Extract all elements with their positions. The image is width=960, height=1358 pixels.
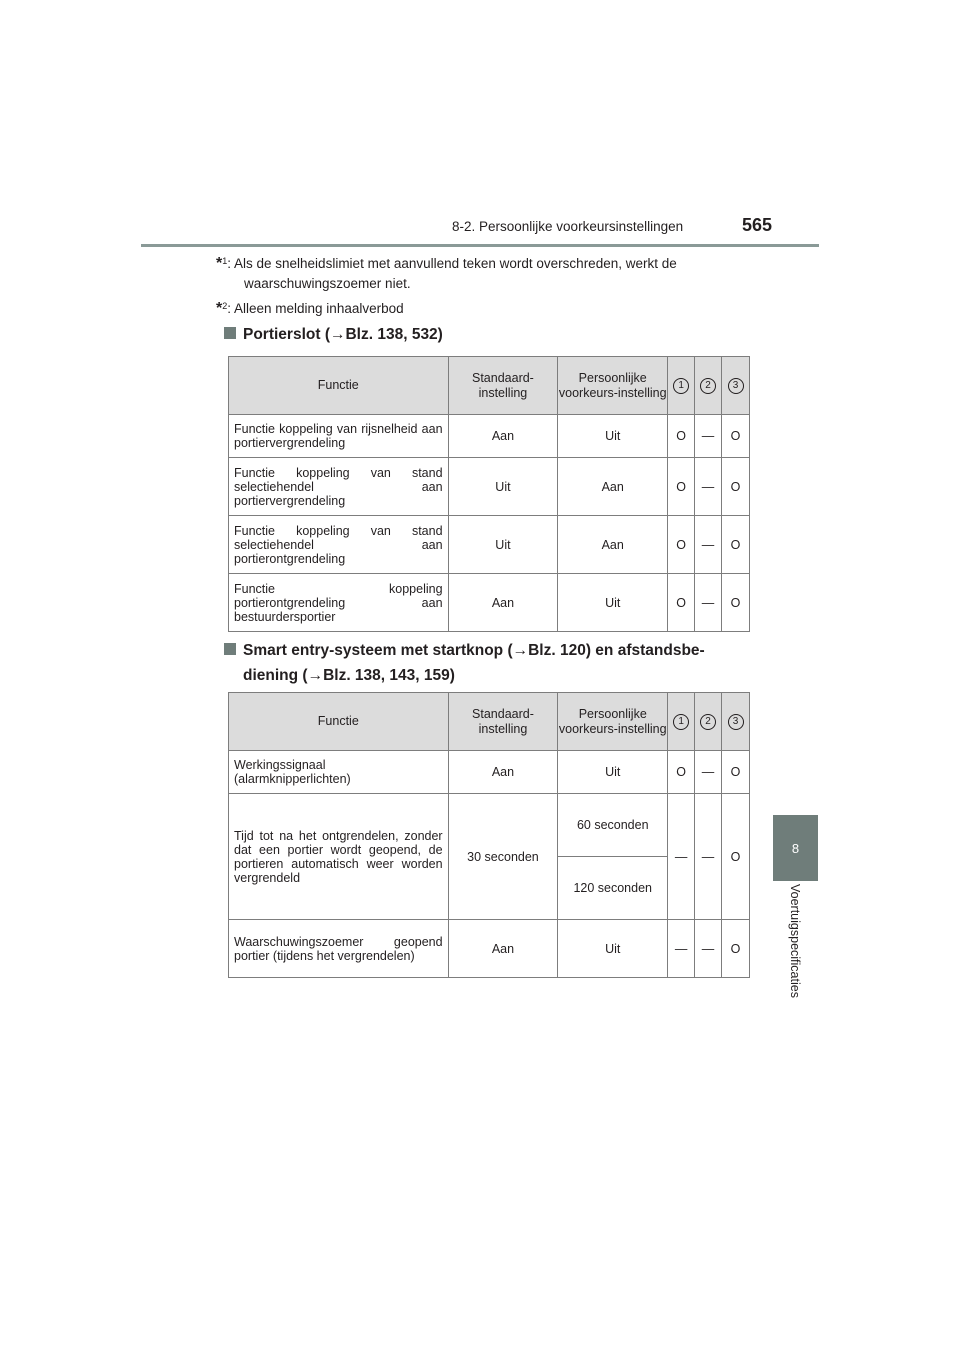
col-1 (668, 693, 695, 751)
table-row: Functie koppeling van stand selectiehendel aan portierontgrendeling Uit Aan O — O (229, 516, 750, 574)
circled-3-icon: 3 (728, 378, 744, 394)
circled-1-icon: 1 (673, 378, 689, 394)
bullet-square-icon (224, 327, 236, 339)
footnote-1-continued: waarschuwingszoemer niet. (244, 276, 411, 291)
col-functie: Functie (229, 357, 449, 415)
col-standaard: Standaard-instelling (448, 357, 558, 415)
table-smart-entry (228, 692, 750, 978)
bullet-square-icon (224, 643, 236, 655)
running-header: 8-2. Persoonlijke voorkeursinstellingen (452, 219, 684, 234)
table-row-sub: 120 seconden (229, 857, 750, 920)
table-portierslot (228, 356, 750, 632)
table-row: Functie koppeling portierontgrendeling aan bestuurdersportier Aan Uit O — O (229, 574, 750, 632)
col-2 (695, 357, 722, 415)
table-header-row (229, 357, 750, 415)
col-3 (722, 693, 750, 751)
col-1 (668, 357, 695, 415)
header-divider (141, 244, 819, 247)
page-number: 565 (742, 215, 773, 235)
chapter-tab (773, 815, 818, 881)
footnote-1: *$^1$: Als de snelheidslimiet met aanvullend teken wordt overschreden, werkt de (216, 255, 677, 272)
circled-1-icon: 1 (673, 714, 689, 730)
table-row: Werkingssignaal (alarmknipperlichten) Aan Uit O — O (229, 751, 750, 794)
section-heading-smart-entry: Smart entry-systeem met startknop (→Blz. 120) en afstandsbe- diening (→Blz. 138, 143, 159) (224, 638, 705, 688)
col-persoonlijk: Persoonlijke voorkeurs-instelling (558, 357, 668, 415)
circled-2-icon: 2 (700, 714, 716, 730)
footnote-2: *$^2$: Alleen melding inhaalverbod (216, 300, 404, 317)
chapter-label: Voertuigspecificaties (788, 884, 802, 998)
section-heading-portierslot: Portierslot (→Blz. 138, 532) (224, 322, 443, 347)
circled-2-icon: 2 (700, 378, 716, 394)
table-header-row (229, 693, 750, 751)
circled-3-icon: 3 (728, 714, 744, 730)
table-row: Functie koppeling van stand selectiehendel aan portiervergrendeling Uit Aan O — O (229, 458, 750, 516)
col-persoonlijk: Persoonlijke voorkeurs-instelling (558, 693, 668, 751)
table-row: Tijd tot na het ontgrendelen, zonder dat een portier wordt geopend, de portieren automatisch weer worden vergrendeld 30 seconden 60 seconden — — O (229, 794, 750, 857)
chapter-number: 8 (791, 840, 800, 856)
col-standaard: Standaard-instelling (448, 693, 558, 751)
col-2 (695, 693, 722, 751)
table-row: Functie koppeling van rijsnelheid aan portiervergrendeling Aan Uit O — O (229, 415, 750, 458)
table-row: Waarschuwingszoemer geopend portier (tijdens het vergrendelen) Aan Uit — — O (229, 920, 750, 978)
col-functie: Functie (229, 693, 449, 751)
col-3 (722, 357, 750, 415)
